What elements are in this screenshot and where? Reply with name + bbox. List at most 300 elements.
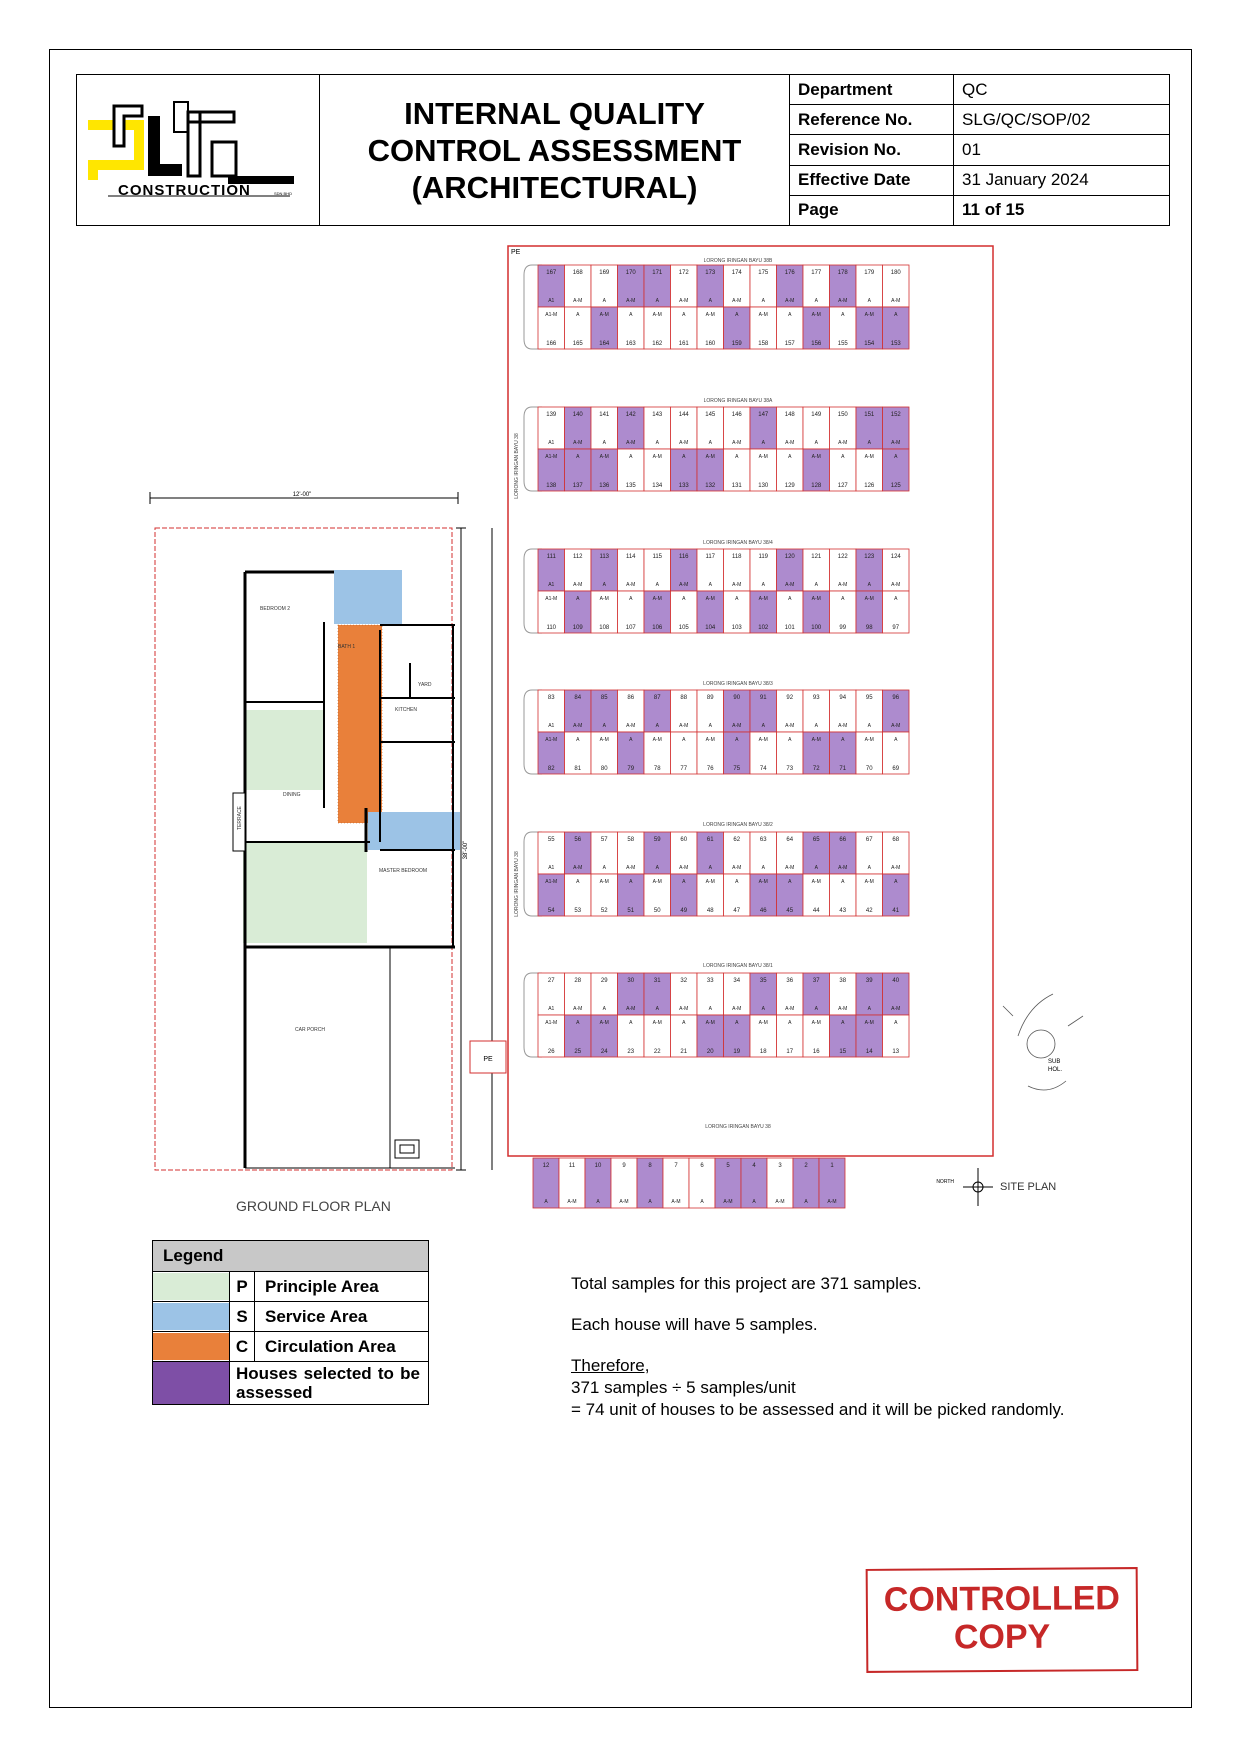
house-type-39: A <box>867 1006 871 1012</box>
house-number-107: 107 <box>625 625 636 631</box>
service-area-swatch <box>153 1302 230 1332</box>
house-number-25: 25 <box>574 1049 582 1055</box>
house-number-12: 12 <box>542 1163 550 1169</box>
house-type-17: A <box>788 1020 792 1026</box>
house-type-167: A1 <box>548 298 555 304</box>
house-type-142: A-M <box>626 440 636 446</box>
house-number-124: 124 <box>890 554 901 560</box>
house-number-7: 7 <box>674 1163 678 1169</box>
field-value-effective-date: 31 January 2024 <box>954 165 1170 195</box>
house-type-90: A-M <box>732 723 742 729</box>
house-number-55: 55 <box>547 837 555 843</box>
house-number-145: 145 <box>705 412 716 418</box>
title-line-2: CONTROL ASSESSMENT <box>367 132 742 168</box>
house-number-125: 125 <box>890 483 901 489</box>
house-type-176: A-M <box>785 298 795 304</box>
house-number-33: 33 <box>706 978 714 984</box>
house-type-64: A-M <box>785 865 795 871</box>
house-number-76: 76 <box>706 766 714 772</box>
house-number-59: 59 <box>653 837 661 843</box>
house-type-94: A-M <box>838 723 848 729</box>
house-type-149: A <box>814 440 818 446</box>
house-type-161: A <box>682 312 686 318</box>
house-number-36: 36 <box>786 978 794 984</box>
house-type-55: A1 <box>548 865 555 871</box>
house-number-6: 6 <box>700 1163 704 1169</box>
room-label-yard: YARD <box>418 682 432 688</box>
house-number-28: 28 <box>574 978 582 984</box>
house-number-75: 75 <box>733 766 741 772</box>
house-type-143: A <box>655 440 659 446</box>
house-type-19: A <box>735 1020 739 1026</box>
house-type-42: A-M <box>864 879 874 885</box>
house-number-94: 94 <box>839 695 847 701</box>
house-number-113: 113 <box>599 554 610 560</box>
document-title <box>320 75 790 226</box>
note-calculation: 371 samples ÷ 5 samples/unit <box>571 1378 796 1397</box>
house-type-179: A <box>867 298 871 304</box>
house-type-168: A-M <box>573 298 583 304</box>
house-type-171: A <box>655 298 659 304</box>
stamp-line-1: CONTROLLED <box>883 1579 1121 1619</box>
house-type-88: A-M <box>679 723 689 729</box>
house-type-52: A-M <box>599 879 609 885</box>
house-type-103: A <box>735 596 739 602</box>
house-type-25: A <box>576 1020 580 1026</box>
field-label-department: Department <box>790 75 954 105</box>
house-type-56: A-M <box>573 865 583 871</box>
cul-de-sac-icon <box>1027 1030 1055 1058</box>
house-number-53: 53 <box>574 908 582 914</box>
house-number-158: 158 <box>758 341 769 347</box>
house-number-2: 2 <box>804 1163 808 1169</box>
house-type-105: A <box>682 596 686 602</box>
house-number-136: 136 <box>599 483 610 489</box>
house-number-68: 68 <box>892 837 900 843</box>
house-number-3: 3 <box>778 1163 782 1169</box>
room-label-terrace: TERRACE <box>237 806 243 830</box>
house-number-101: 101 <box>784 625 795 631</box>
house-number-115: 115 <box>652 554 663 560</box>
house-number-54: 54 <box>547 908 555 914</box>
house-number-133: 133 <box>678 483 689 489</box>
house-type-169: A <box>602 298 606 304</box>
house-number-1: 1 <box>830 1163 834 1169</box>
house-type-69: A <box>894 737 898 743</box>
house-number-130: 130 <box>758 483 769 489</box>
house-type-112: A-M <box>573 582 583 588</box>
house-type-155: A <box>841 312 845 318</box>
house-number-30: 30 <box>627 978 635 984</box>
house-type-111: A1 <box>548 582 555 588</box>
house-number-103: 103 <box>731 625 742 631</box>
house-type-57: A <box>602 865 606 871</box>
house-number-70: 70 <box>865 766 873 772</box>
house-type-170: A-M <box>626 298 636 304</box>
house-number-65: 65 <box>812 837 820 843</box>
house-type-89: A <box>708 723 712 729</box>
house-number-160: 160 <box>705 341 716 347</box>
house-number-63: 63 <box>759 837 767 843</box>
street-name-3: LORONG IRINGAN BAYU 38/3 <box>703 681 773 687</box>
house-type-152: A-M <box>891 440 901 446</box>
legend-title: Legend <box>153 1241 429 1272</box>
house-number-154: 154 <box>864 341 875 347</box>
house-number-45: 45 <box>786 908 794 914</box>
house-number-20: 20 <box>706 1049 714 1055</box>
house-number-43: 43 <box>839 908 847 914</box>
house-number-58: 58 <box>627 837 635 843</box>
house-number-91: 91 <box>759 695 767 701</box>
house-type-24: A-M <box>599 1020 609 1026</box>
house-number-51: 51 <box>627 908 635 914</box>
house-number-126: 126 <box>864 483 875 489</box>
house-type-2: A <box>804 1199 808 1205</box>
house-type-48: A-M <box>705 879 715 885</box>
house-type-10: A <box>596 1199 600 1205</box>
north-label: NORTH <box>936 1179 954 1185</box>
house-type-59: A <box>655 865 659 871</box>
house-type-92: A-M <box>785 723 795 729</box>
house-type-72: A-M <box>811 737 821 743</box>
house-number-24: 24 <box>600 1049 608 1055</box>
house-number-48: 48 <box>706 908 714 914</box>
house-type-129: A <box>788 454 792 460</box>
house-number-121: 121 <box>811 554 822 560</box>
house-number-85: 85 <box>600 695 608 701</box>
service-area-kitchen <box>368 812 460 850</box>
note-conclusion: = 74 unit of houses to be assessed and it will be picked randomly. <box>571 1400 1065 1419</box>
house-number-49: 49 <box>680 908 688 914</box>
house-type-177: A <box>814 298 818 304</box>
house-type-153: A <box>894 312 898 318</box>
house-type-1: A-M <box>827 1199 837 1205</box>
house-number-41: 41 <box>892 908 900 914</box>
house-type-8: A <box>648 1199 652 1205</box>
house-type-41: A <box>894 879 898 885</box>
house-type-109: A <box>576 596 580 602</box>
note-therefore: Therefore, <box>571 1356 650 1375</box>
field-label-effective-date: Effective Date <box>790 165 954 195</box>
house-number-106: 106 <box>652 625 663 631</box>
house-number-88: 88 <box>680 695 688 701</box>
street-name-1: LORONG IRINGAN BAYU 38A <box>703 398 773 404</box>
house-number-99: 99 <box>839 625 847 631</box>
house-number-16: 16 <box>812 1049 820 1055</box>
house-number-39: 39 <box>865 978 873 984</box>
house-type-12: A <box>544 1199 548 1205</box>
house-type-33: A <box>708 1006 712 1012</box>
field-value-page: 11 of 15 <box>954 195 1170 225</box>
house-type-35: A <box>761 1006 765 1012</box>
house-type-163: A <box>629 312 633 318</box>
room-label-bath: BATH 1 <box>338 644 356 650</box>
house-type-86: A-M <box>626 723 636 729</box>
house-type-165: A <box>576 312 580 318</box>
house-number-120: 120 <box>784 554 795 560</box>
house-number-42: 42 <box>865 908 873 914</box>
house-number-32: 32 <box>680 978 688 984</box>
house-type-81: A <box>576 737 580 743</box>
house-type-13: A <box>894 1020 898 1026</box>
house-type-11: A-M <box>567 1199 577 1205</box>
note-samples-per-house: Each house will have 5 samples. <box>571 1315 818 1334</box>
site-plan <box>483 246 1108 1226</box>
house-number-50: 50 <box>653 908 661 914</box>
house-number-4: 4 <box>752 1163 756 1169</box>
house-type-134: A-M <box>652 454 662 460</box>
house-number-119: 119 <box>758 554 769 560</box>
house-number-26: 26 <box>547 1049 555 1055</box>
house-type-62: A-M <box>732 865 742 871</box>
house-type-115: A <box>655 582 659 588</box>
sampling-notes <box>571 1273 1064 1421</box>
house-number-38: 38 <box>839 978 847 984</box>
house-number-87: 87 <box>653 695 661 701</box>
house-number-31: 31 <box>653 978 661 984</box>
street-name-4: LORONG IRINGAN BAYU 38/2 <box>703 822 773 828</box>
house-number-131: 131 <box>731 483 742 489</box>
house-number-69: 69 <box>892 766 900 772</box>
house-number-143: 143 <box>652 412 663 418</box>
house-number-61: 61 <box>706 837 714 843</box>
house-number-111: 111 <box>546 554 556 560</box>
house-type-156: A-M <box>811 312 821 318</box>
house-type-38: A-M <box>838 1006 848 1012</box>
house-type-6: A <box>700 1199 704 1205</box>
house-number-80: 80 <box>600 766 608 772</box>
house-type-22: A-M <box>652 1020 662 1026</box>
house-type-102: A-M <box>758 596 768 602</box>
legend-code-c: C <box>230 1332 255 1362</box>
house-type-78: A-M <box>652 737 662 743</box>
house-number-102: 102 <box>758 625 769 631</box>
house-type-95: A <box>867 723 871 729</box>
house-type-76: A-M <box>705 737 715 743</box>
field-value-revision: 01 <box>954 135 1170 165</box>
house-number-153: 153 <box>890 341 901 347</box>
house-number-79: 79 <box>627 766 635 772</box>
house-type-82: A1-M <box>545 737 558 743</box>
house-type-79: A <box>629 737 633 743</box>
house-type-16: A-M <box>811 1020 821 1026</box>
logo-company-text: CONSTRUCTION <box>118 182 251 199</box>
house-number-112: 112 <box>572 554 583 560</box>
controlled-copy-stamp <box>866 1567 1139 1673</box>
house-number-139: 139 <box>546 412 557 418</box>
house-type-173: A <box>708 298 712 304</box>
house-number-180: 180 <box>890 270 901 276</box>
house-number-123: 123 <box>864 554 875 560</box>
house-number-164: 164 <box>599 341 610 347</box>
house-number-137: 137 <box>572 483 583 489</box>
house-type-120: A-M <box>785 582 795 588</box>
legend-code-s: S <box>230 1302 255 1332</box>
house-type-178: A-M <box>838 298 848 304</box>
house-type-71: A <box>841 737 845 743</box>
house-type-128: A-M <box>811 454 821 460</box>
house-type-133: A <box>682 454 686 460</box>
house-type-26: A1-M <box>545 1020 558 1026</box>
logo-cell <box>77 75 320 226</box>
house-type-123: A <box>867 582 871 588</box>
house-number-159: 159 <box>731 341 742 347</box>
house-number-176: 176 <box>784 270 795 276</box>
house-type-125: A <box>894 454 898 460</box>
house-type-73: A <box>788 737 792 743</box>
pe-box-label: PE <box>483 1056 493 1063</box>
house-number-82: 82 <box>547 766 555 772</box>
house-type-37: A <box>814 1006 818 1012</box>
circulation-area-stairs <box>338 625 382 823</box>
house-number-178: 178 <box>837 270 848 276</box>
house-number-22: 22 <box>653 1049 661 1055</box>
house-number-77: 77 <box>680 766 688 772</box>
house-type-5: A-M <box>723 1199 733 1205</box>
house-type-14: A-M <box>864 1020 874 1026</box>
house-number-90: 90 <box>733 695 741 701</box>
house-number-169: 169 <box>599 270 610 276</box>
house-type-96: A-M <box>891 723 901 729</box>
house-number-35: 35 <box>759 978 767 984</box>
house-number-47: 47 <box>733 908 741 914</box>
house-type-106: A-M <box>652 596 662 602</box>
house-number-21: 21 <box>680 1049 688 1055</box>
house-number-165: 165 <box>572 341 583 347</box>
legend-name-principal: Principle Area <box>255 1272 429 1302</box>
house-type-174: A-M <box>732 298 742 304</box>
sub-holding-label-2: HOL. <box>1048 1067 1063 1073</box>
house-number-57: 57 <box>600 837 608 843</box>
house-type-113: A <box>602 582 606 588</box>
house-number-114: 114 <box>625 554 636 560</box>
house-type-18: A-M <box>758 1020 768 1026</box>
house-type-40: A-M <box>891 1006 901 1012</box>
legend-name-service: Service Area <box>255 1302 429 1332</box>
house-type-51: A <box>629 879 633 885</box>
house-type-121: A <box>814 582 818 588</box>
site-plan-caption: SITE PLAN <box>1000 1181 1057 1193</box>
house-number-95: 95 <box>865 695 873 701</box>
house-number-15: 15 <box>839 1049 847 1055</box>
house-number-150: 150 <box>837 412 848 418</box>
room-label-dining: DINING <box>283 792 301 798</box>
house-type-49: A <box>682 879 686 885</box>
road-edge-lines <box>1003 994 1083 1090</box>
house-type-101: A <box>788 596 792 602</box>
street-name-0: LORONG IRINGAN BAYU 38B <box>703 258 773 264</box>
house-number-122: 122 <box>837 554 848 560</box>
house-type-61: A <box>708 865 712 871</box>
house-type-70: A-M <box>864 737 874 743</box>
house-type-107: A <box>629 596 633 602</box>
house-type-23: A <box>629 1020 633 1026</box>
house-type-53: A <box>576 879 580 885</box>
house-number-168: 168 <box>572 270 583 276</box>
house-type-126: A-M <box>864 454 874 460</box>
house-type-29: A <box>602 1006 606 1012</box>
house-type-63: A <box>761 865 765 871</box>
house-number-129: 129 <box>784 483 795 489</box>
house-number-174: 174 <box>731 270 742 276</box>
house-type-154: A-M <box>864 312 874 318</box>
house-number-149: 149 <box>811 412 822 418</box>
legend-name-circulation: Circulation Area <box>255 1332 429 1362</box>
house-type-80: A-M <box>599 737 609 743</box>
house-type-148: A-M <box>785 440 795 446</box>
house-number-17: 17 <box>786 1049 794 1055</box>
house-type-45: A <box>788 879 792 885</box>
house-number-104: 104 <box>705 625 716 631</box>
house-type-7: A-M <box>671 1199 681 1205</box>
house-number-83: 83 <box>547 695 555 701</box>
house-number-18: 18 <box>759 1049 767 1055</box>
house-type-50: A-M <box>652 879 662 885</box>
sub-holding-label: SUB <box>1048 1059 1061 1065</box>
pe-label: PE <box>511 249 521 256</box>
field-value-department: QC <box>954 75 1170 105</box>
house-type-4: A <box>752 1199 756 1205</box>
house-type-136: A-M <box>599 454 609 460</box>
house-number-151: 151 <box>864 412 875 418</box>
house-type-91: A <box>761 723 765 729</box>
house-type-54: A1-M <box>545 879 558 885</box>
house-type-77: A <box>682 737 686 743</box>
house-type-58: A-M <box>626 865 636 871</box>
field-label-page: Page <box>790 195 954 225</box>
title-line-3: (ARCHITECTURAL) <box>411 169 698 205</box>
plan-width-dimension: 12'-00" <box>292 492 312 498</box>
house-number-23: 23 <box>627 1049 635 1055</box>
house-type-119: A <box>761 582 765 588</box>
house-number-19: 19 <box>733 1049 741 1055</box>
house-number-66: 66 <box>839 837 847 843</box>
house-type-145: A <box>708 440 712 446</box>
house-number-135: 135 <box>625 483 636 489</box>
house-number-11: 11 <box>568 1163 576 1169</box>
house-type-140: A-M <box>573 440 583 446</box>
house-type-160: A-M <box>705 312 715 318</box>
house-type-180: A-M <box>891 298 901 304</box>
house-number-81: 81 <box>574 766 582 772</box>
house-number-152: 152 <box>890 412 901 418</box>
room-label-master-bedroom: MASTER BEDROOM <box>379 868 428 874</box>
house-type-137: A <box>576 454 580 460</box>
house-type-175: A <box>761 298 765 304</box>
principal-area-living <box>245 710 325 790</box>
house-type-85: A <box>602 723 606 729</box>
house-type-27: A1 <box>548 1006 555 1012</box>
house-number-105: 105 <box>678 625 689 631</box>
house-type-21: A <box>682 1020 686 1026</box>
house-type-135: A <box>629 454 633 460</box>
house-number-78: 78 <box>653 766 661 772</box>
house-type-146: A-M <box>732 440 742 446</box>
house-type-164: A-M <box>599 312 609 318</box>
house-number-97: 97 <box>892 625 900 631</box>
field-value-reference: SLG/QC/SOP/02 <box>954 105 1170 135</box>
house-number-162: 162 <box>652 341 663 347</box>
house-number-118: 118 <box>731 554 742 560</box>
house-number-27: 27 <box>547 978 555 984</box>
house-number-157: 157 <box>784 341 795 347</box>
house-type-166: A1-M <box>545 312 558 318</box>
house-number-132: 132 <box>705 483 716 489</box>
house-number-89: 89 <box>706 695 714 701</box>
house-number-29: 29 <box>600 978 608 984</box>
circulation-area-swatch <box>153 1332 230 1362</box>
house-type-98: A-M <box>864 596 874 602</box>
